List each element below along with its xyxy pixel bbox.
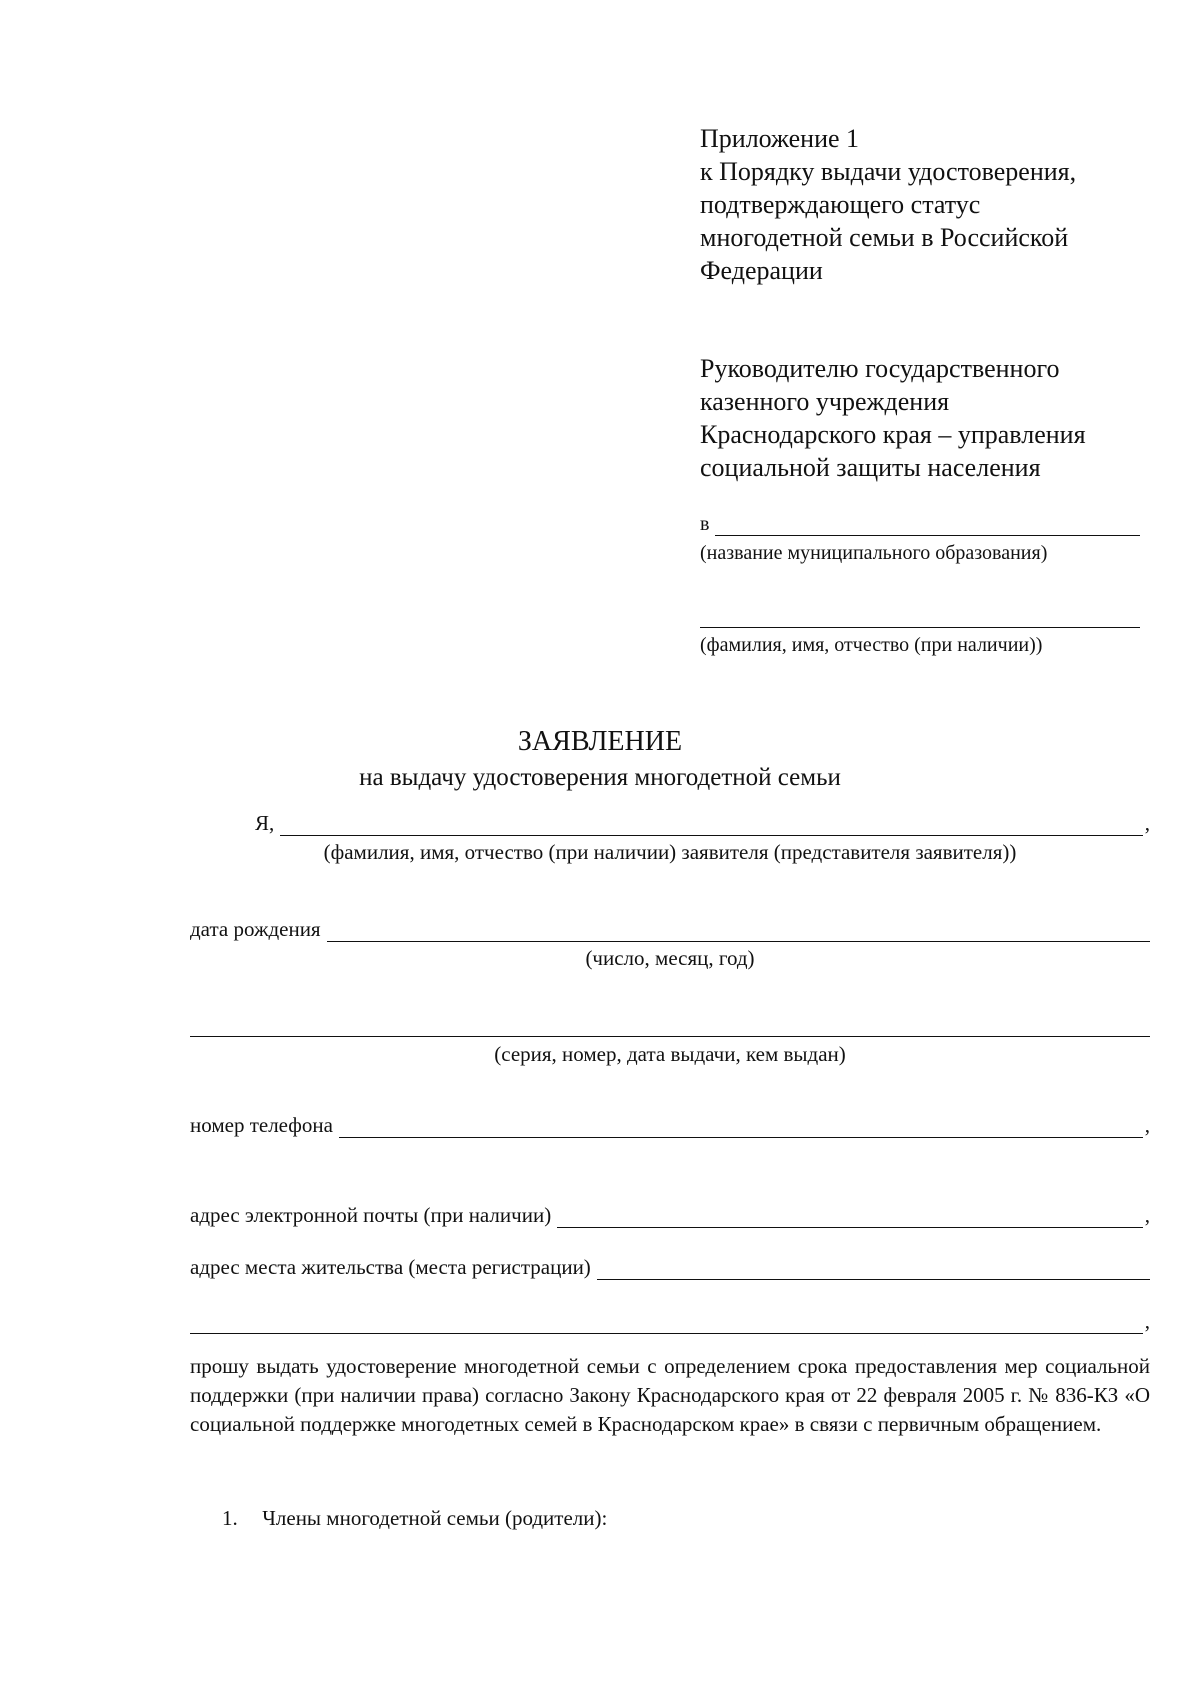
addressee-line: Краснодарского края – управления xyxy=(700,420,1086,449)
list-item-number: 1. xyxy=(222,1506,238,1530)
appendix-line: Федерации xyxy=(700,256,823,285)
addressee-name-input-line[interactable] xyxy=(700,607,1140,628)
birth-caption: (число, месяц, год) xyxy=(585,946,755,970)
appendix-line: многодетной семьи в Российской xyxy=(700,223,1069,252)
appendix-line: к Порядку выдачи удостоверения, xyxy=(700,157,1077,186)
email-suffix: , xyxy=(1144,1203,1150,1227)
addressee-name-caption: (фамилия, имя, отчество (при наличии)) xyxy=(700,634,1043,656)
list-item xyxy=(222,1506,607,1531)
addressee-block xyxy=(700,352,1140,484)
addressee-name-field xyxy=(700,600,1140,657)
document-title: ЗАЯВЛЕНИЕ xyxy=(517,726,683,757)
address-continuation-input-line[interactable] xyxy=(190,1311,1143,1334)
municipality-input-line[interactable] xyxy=(715,515,1140,536)
applicant-caption: (фамилия, имя, отчество (при наличии) заявителя (представителя заявителя)) xyxy=(323,840,1017,864)
email-label: адрес электронной почты (при наличии) xyxy=(190,1203,552,1227)
birth-label: дата рождения xyxy=(190,917,321,941)
addressee-line: Руководителю государственного xyxy=(700,354,1060,383)
phone-input-line[interactable] xyxy=(339,1115,1143,1138)
municipality-caption: (название муниципального образования) xyxy=(700,542,1048,564)
municipality-prefix: в xyxy=(700,513,710,535)
municipality-field xyxy=(700,508,1140,565)
phone-suffix: , xyxy=(1144,1113,1150,1137)
address-row xyxy=(190,1250,1150,1280)
passport-caption: (серия, номер, дата выдачи, кем выдан) xyxy=(494,1042,846,1066)
applicant-prefix: Я, xyxy=(255,811,275,835)
address-label: адрес места жительства (места регистрации) xyxy=(190,1255,591,1279)
appendix-line: подтверждающего статус xyxy=(700,190,981,219)
birth-row xyxy=(190,912,1150,942)
addressee-line: социальной защиты населения xyxy=(700,453,1041,482)
appendix-line: Приложение 1 xyxy=(700,124,860,153)
document-subtitle: на выдачу удостоверения многодетной семьи xyxy=(359,764,841,791)
appendix-header xyxy=(700,122,1140,287)
phone-row xyxy=(190,1108,1150,1138)
applicant-input-line[interactable] xyxy=(280,813,1142,836)
passport-input-line[interactable] xyxy=(190,1036,1150,1037)
email-input-line[interactable] xyxy=(557,1205,1143,1228)
email-row xyxy=(190,1198,1150,1228)
request-paragraph: прошу выдать удостоверение многодетной семьи с определением срока предоставления мер социальной поддержки (при наличии права) согласно Закону Краснодарского края от 22 февраля 2005 г. № 836-КЗ «О социальной поддержке многодетных семей в Краснодарском крае» в связи с первичным обращением. xyxy=(190,1354,1150,1436)
phone-label: номер телефона xyxy=(190,1113,333,1137)
address-continuation-row xyxy=(190,1304,1150,1334)
applicant-row xyxy=(255,806,1150,836)
applicant-suffix: , xyxy=(1144,811,1150,835)
address-continuation-suffix: , xyxy=(1144,1309,1150,1333)
birth-input-line[interactable] xyxy=(327,919,1150,942)
addressee-line: казенного учреждения xyxy=(700,387,950,416)
list-item-text: Члены многодетной семьи (родители): xyxy=(262,1506,608,1530)
address-input-line[interactable] xyxy=(597,1257,1150,1280)
